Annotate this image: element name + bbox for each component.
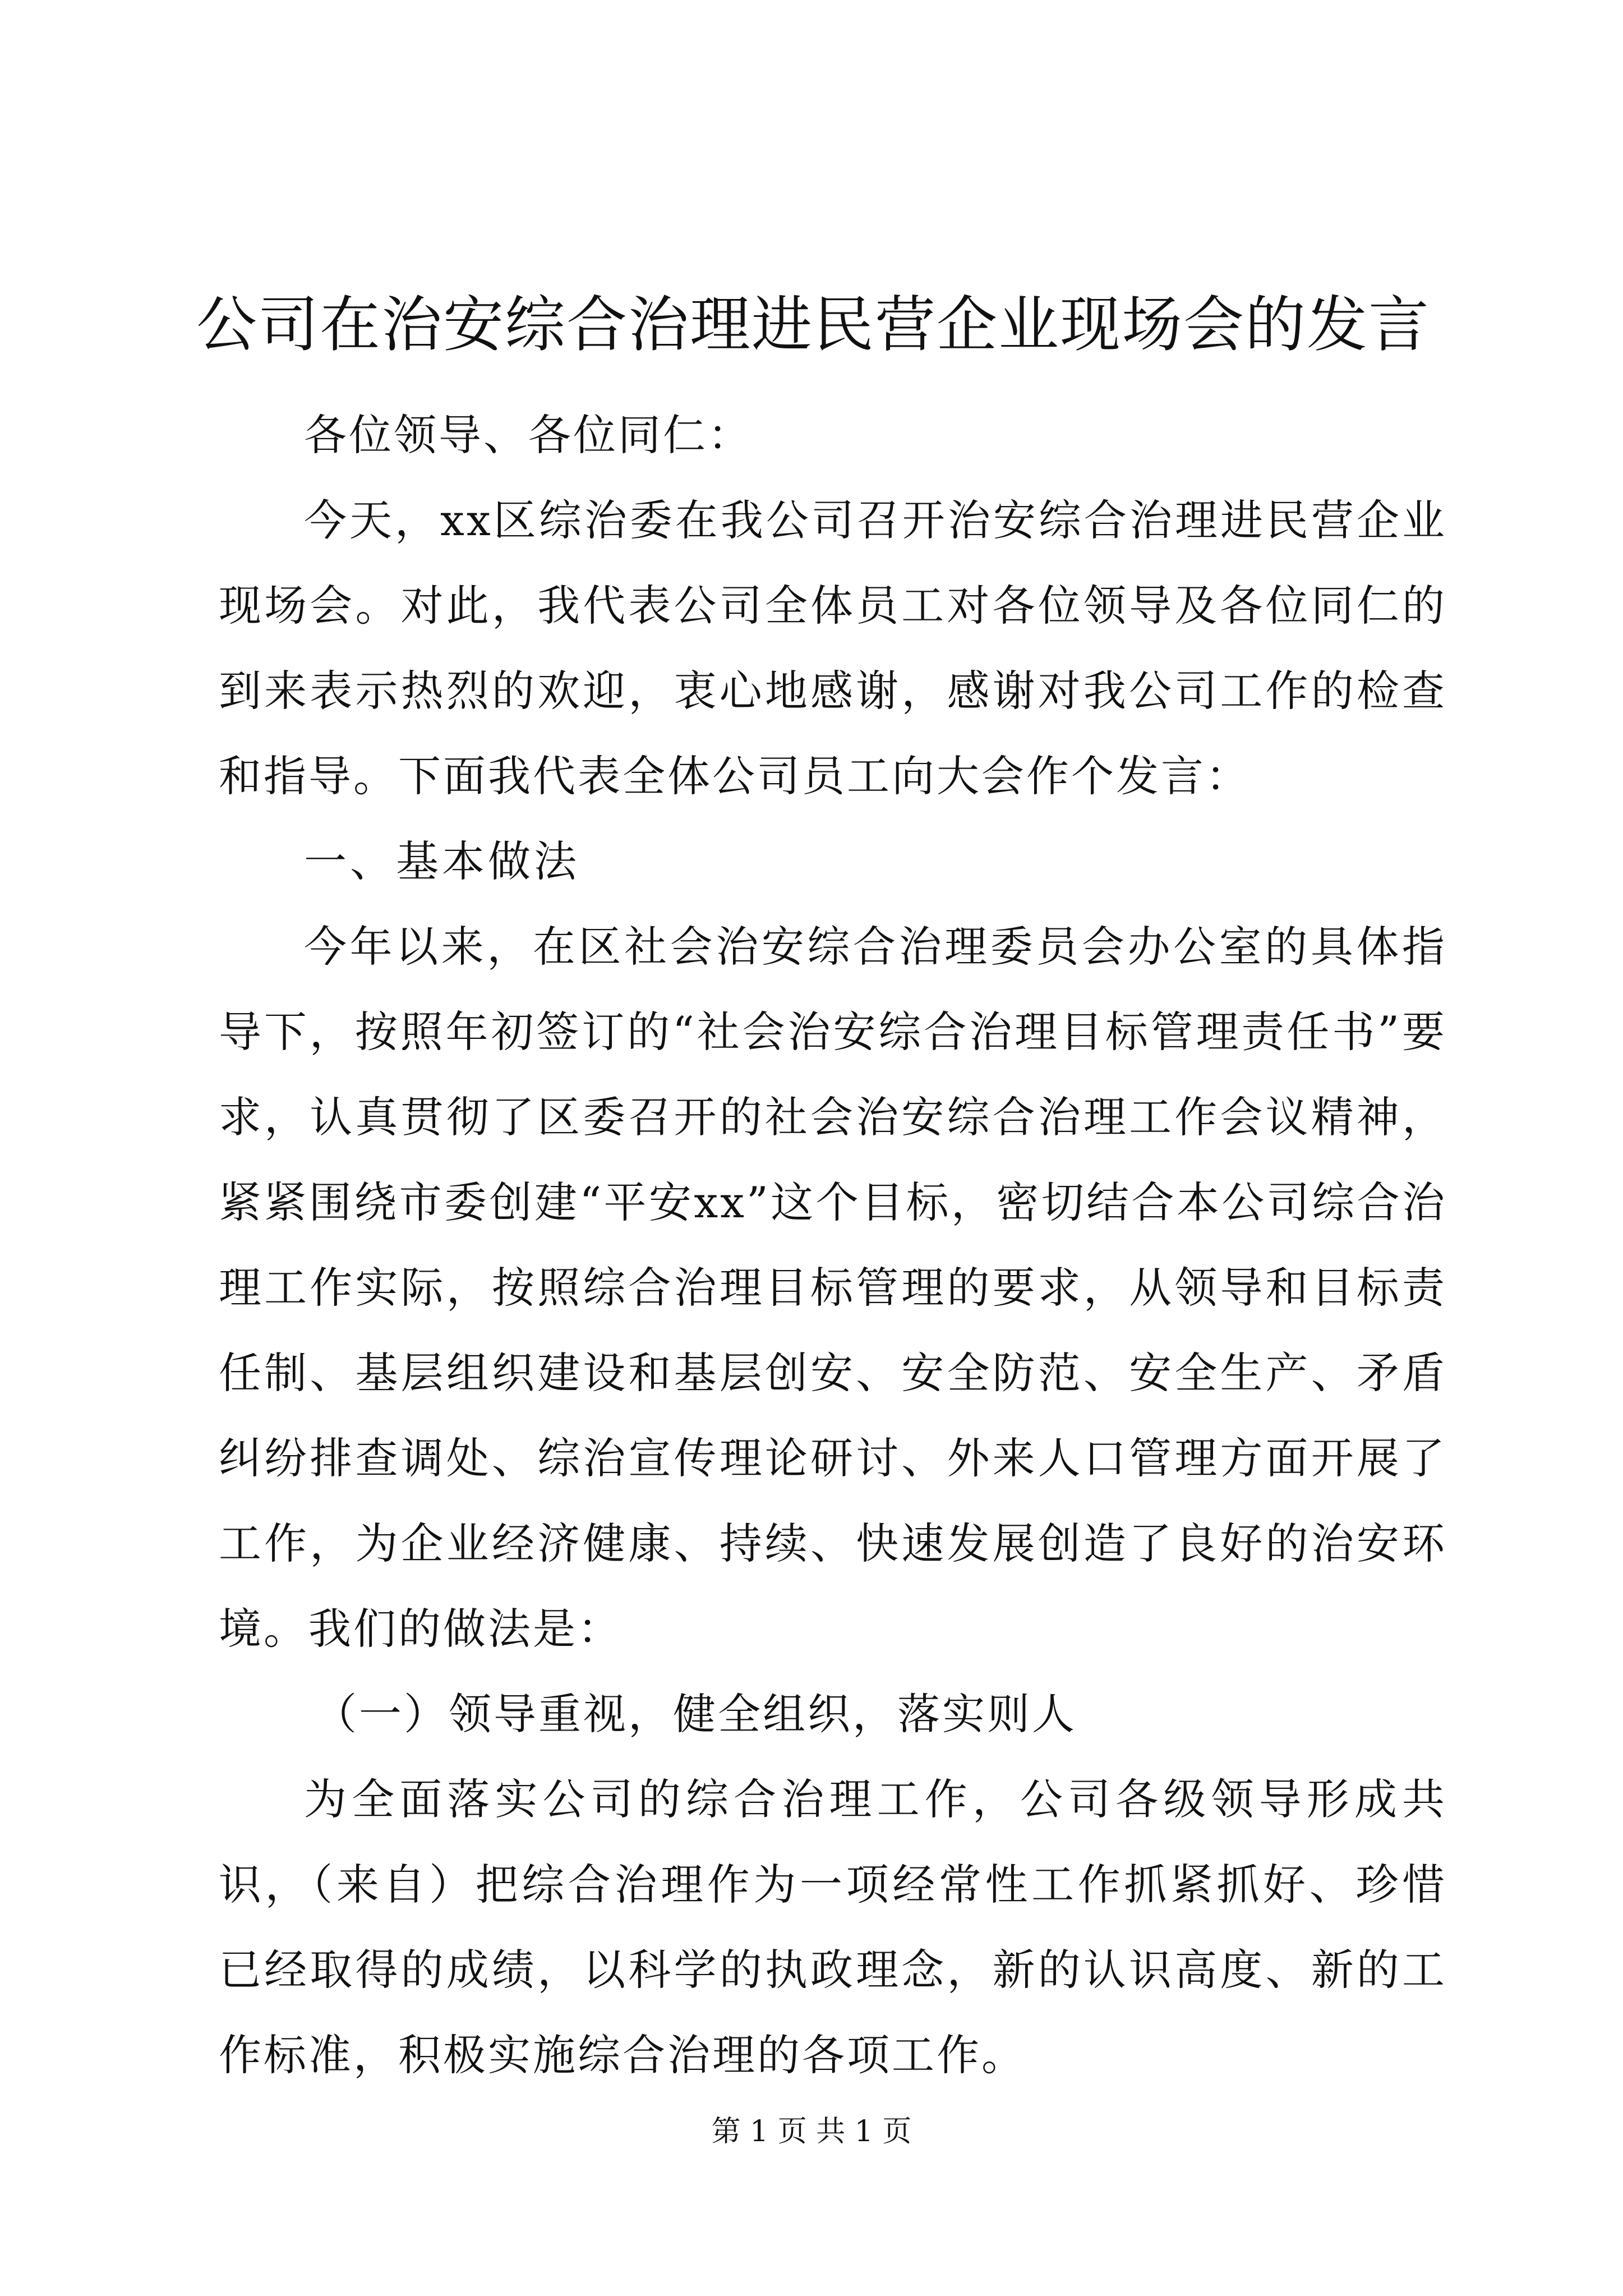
subsection-heading-leadership: （一）领导重视，健全组织，落实则人 [314,1689,1077,1739]
paragraph-leadership: 为全面落实公司的综合治理工作，公司各级领导形成共识，（来自）把综合治理作为一项经常性工作抓紧抓好、珍惜已经取得的成绩，以科学的执政理念，新的认识高度、新的工作标准，积极实施综合治理的各项工作。 [219,1774,1447,2080]
document-body [219,393,1447,2098]
page-number-footer: 第 1 页 共 1 页 [711,2115,912,2148]
salutation: 各位领导、各位同仁： [304,410,753,460]
section-heading-basic-practice: 一、基本做法 [304,836,580,886]
document-title: 公司在治安综合治理进民营企业现场会的发言 [196,290,1430,360]
paragraph-basic-practice: 今年以来，在区社会治安综合治理委员会办公室的具体指导下，按照年初签订的“社会治安综合治理目标管理责任书”要求，认真贯彻了区委召开的社会治安综合治理工作会议精神，紧紧围绕市委创建“平安xx”这个目标，密切结合本公司综合治理工作实际，按照综合治理目标管理的要求，从领导和目标责任制、基层组织建设和基层创安、安全防范、安全生产、矛盾纠纷排查调处、综治宣传理论研讨、外来人口管理方面开展了工作，为企业经济健康、持续、快速发展创造了良好的治安环境。我们的做法是： [219,922,1447,1654]
paragraph-opening: 今天，xx区综治委在我公司召开治安综合治理进民营企业现场会。对此，我代表公司全体员工对各位领导及各位同仁的到来表示热烈的欢迎，衷心地感谢，感谢对我公司工作的检查和指导。下面我代表全体公司员工向大会作个发言： [219,495,1447,801]
